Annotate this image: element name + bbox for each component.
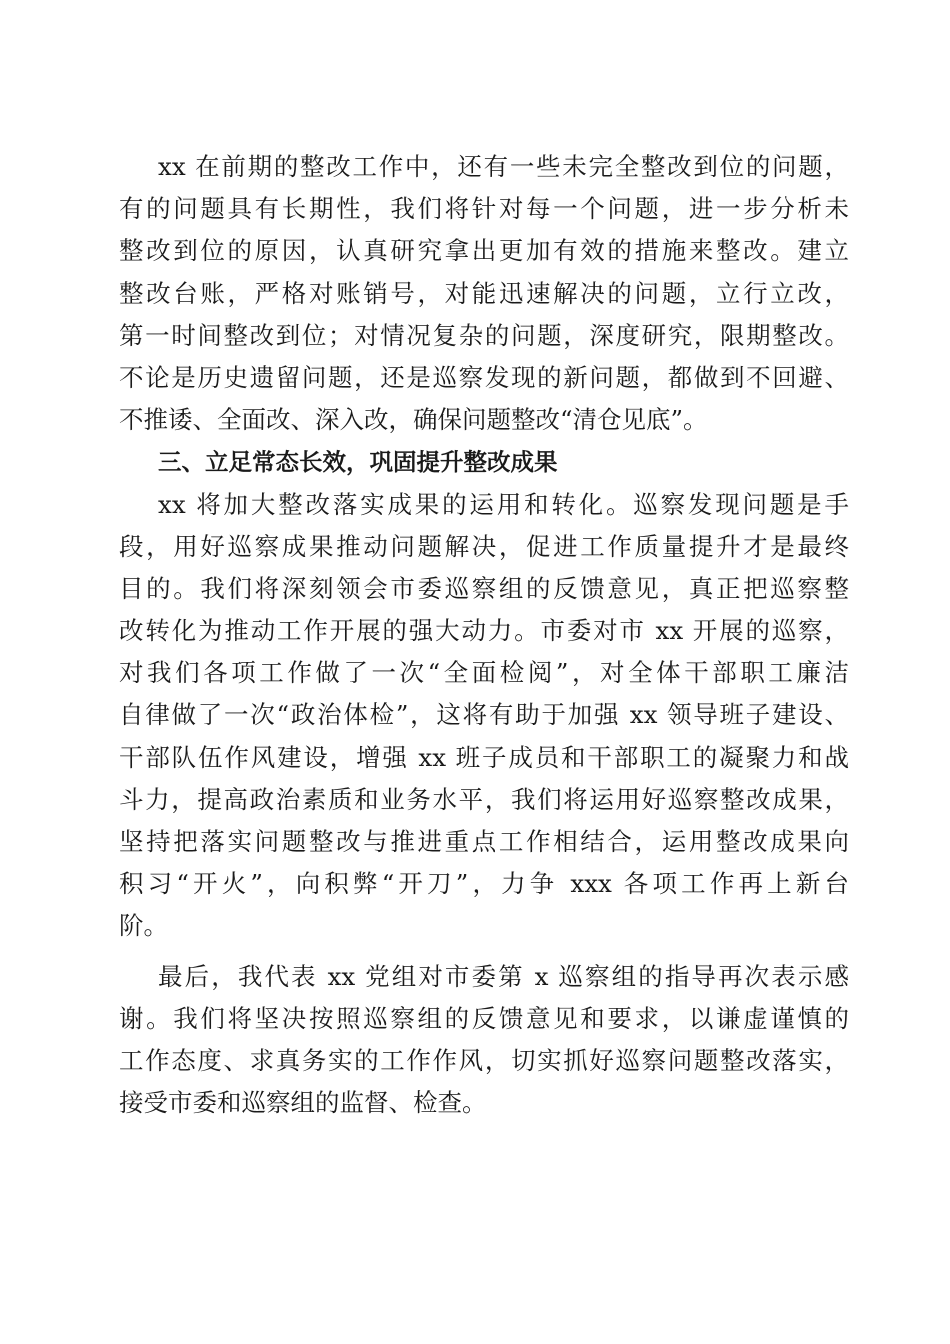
- section-heading-text: 三、立足常态长效，巩固提升整改成果: [158, 448, 558, 477]
- text-line: 段，用好巡察成果推动问题解决，促进工作质量提升才是最终: [119, 531, 849, 561]
- text-line: 整改到位的原因，认真研究拿出更加有效的措施来整改。建立: [119, 236, 849, 266]
- text-line: 不论是历史遗留问题，还是巡察发现的新问题，都做到不回避、: [119, 362, 849, 392]
- text-line: 接受市委和巡察组的监督、检查。: [119, 1088, 487, 1118]
- text-line: 不推诿、全面改、深入改，确保问题整改“清仓见底”。: [119, 405, 708, 435]
- paragraph-results-application: [119, 484, 849, 948]
- paragraph-spacer: [119, 948, 849, 956]
- text-line: 谢。我们将坚决按照巡察组的反馈意见和要求，以谦虚谨慎的: [119, 1003, 849, 1033]
- text-line: 有的问题具有长期性，我们将针对每一个问题，进一步分析未: [119, 194, 849, 224]
- text-line: 阶。: [119, 911, 168, 941]
- text-line: 坚持把落实问题整改与推进重点工作相结合，运用整改成果向: [119, 827, 849, 856]
- text-line: 改转化为推动工作开展的强大动力。市委对市 xx 开展的巡察，: [119, 616, 849, 646]
- text-line: 整改台账，严格对账销号，对能迅速解决的问题，立行立改，: [119, 278, 849, 308]
- paragraph-rectification-issues: [119, 146, 849, 441]
- text-line: 最后，我代表 xx 党组对市委第 x 巡察组的指导再次表示感: [158, 961, 849, 991]
- paragraph-closing-thanks: [119, 956, 849, 1125]
- text-line: 斗力，提高政治素质和业务水平，我们将运用好巡察整改成果，: [119, 784, 849, 814]
- document-body: [119, 146, 849, 1124]
- text-line: 第一时间整改到位；对情况复杂的问题，深度研究，限期整改。: [119, 320, 849, 350]
- text-line: 干部队伍作风建设，增强 xx 班子成员和干部职工的凝聚力和战: [119, 742, 849, 772]
- text-line: xx 在前期的整改工作中，还有一些未完全整改到位的问题，: [158, 152, 849, 181]
- text-line: 积习“开火”，向积弊“开刀”，力争 xxx 各项工作再上新台: [119, 869, 849, 899]
- section-heading: [119, 441, 849, 483]
- text-line: 目的。我们将深刻领会市委巡察组的反馈意见，真正把巡察整: [119, 573, 849, 603]
- text-line: 工作态度、求真务实的工作作风，切实抓好巡察问题整改落实，: [119, 1045, 849, 1075]
- text-line: 自律做了一次“政治体检”，这将有助于加强 xx 领导班子建设、: [119, 700, 849, 730]
- text-line: xx 将加大整改落实成果的运用和转化。巡察发现问题是手: [158, 489, 849, 519]
- text-line: 对我们各项工作做了一次“全面检阅”，对全体干部职工廉洁: [119, 658, 849, 688]
